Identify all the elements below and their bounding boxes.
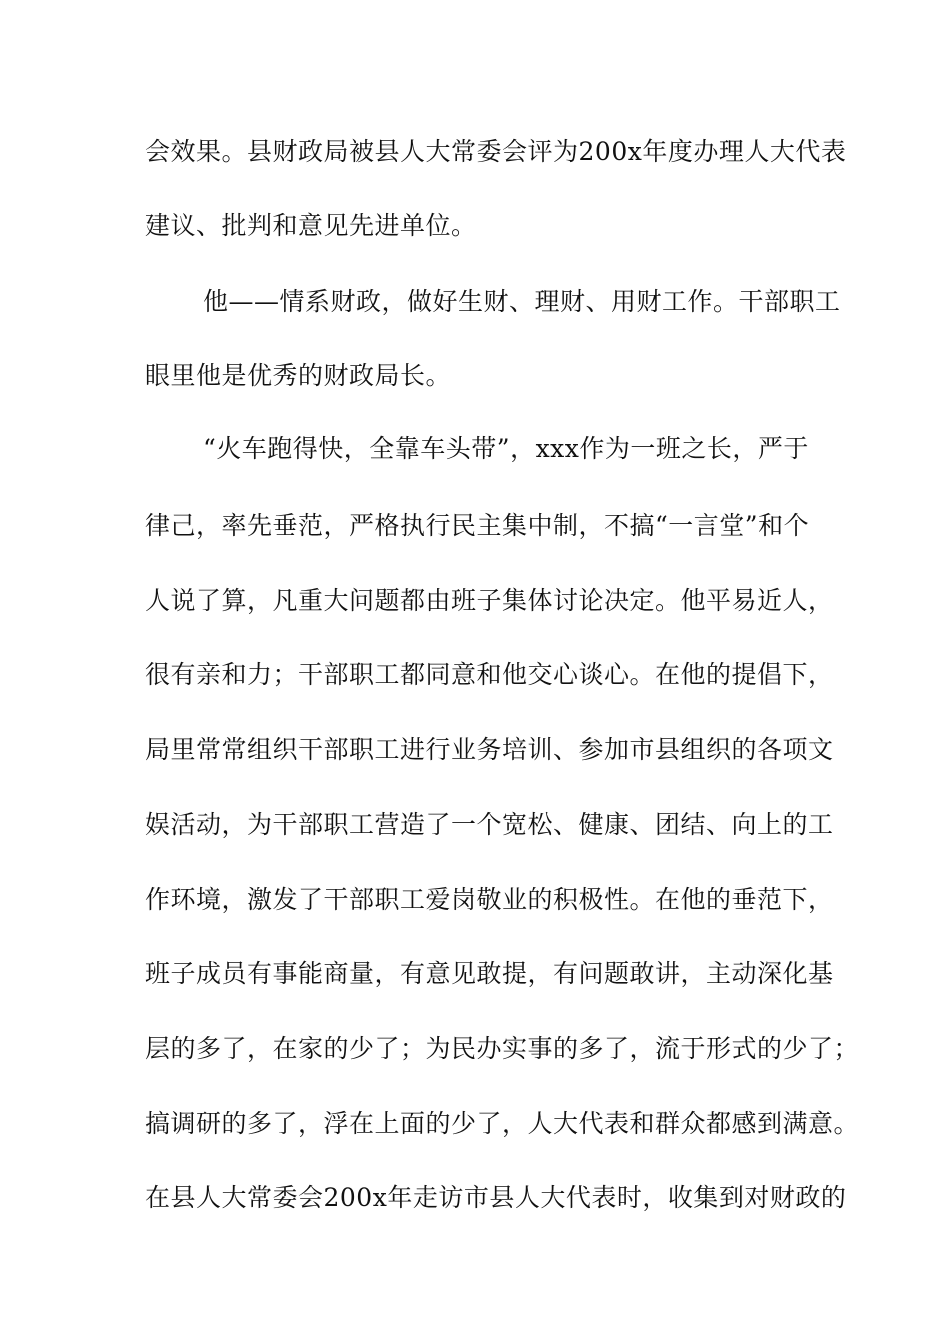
- text-line: 人说了算，凡重大问题都由班子集体讨论决定。他平易近人，: [145, 586, 834, 615]
- text-line: 在县人大常委会200x年走访市县人大代表时，收集到对财政的: [145, 1183, 847, 1212]
- text-line: 局里常常组织干部职工进行业务培训、参加市县组织的各项文: [145, 735, 834, 764]
- text-line: 会效果。县财政局被县人大常委会评为200x年度办理人大代表: [145, 137, 847, 166]
- text-line: 搞调研的多了，浮在上面的少了，人大代表和群众都感到满意。: [145, 1109, 860, 1138]
- text-line: 层的多了，在家的少了；为民办实事的多了，流于形式的少了；: [145, 1034, 860, 1063]
- text-line: 建议、批判和意见先进单位。: [145, 211, 477, 240]
- text-line: 班子成员有事能商量，有意见敢提，有问题敢讲，主动深化基: [145, 959, 834, 988]
- paragraph-start-line: 他——情系财政，做好生财、理财、用财工作。干部职工: [203, 287, 841, 316]
- text-line: 眼里他是优秀的财政局长。: [145, 361, 452, 390]
- text-line: 娱活动，为干部职工营造了一个宽松、健康、团结、向上的工: [145, 810, 834, 839]
- text-line: 很有亲和力；干部职工都同意和他交心谈心。在他的提倡下，: [145, 660, 834, 689]
- text-line: 律己，率先垂范，严格执行民主集中制，不搞“一言堂”和个: [145, 511, 810, 540]
- paragraph-start-line: “火车跑得快，全靠车头带”，xxx作为一班之长，严于: [203, 434, 809, 463]
- text-line: 作环境，激发了干部职工爱岗敬业的积极性。在他的垂范下，: [145, 885, 834, 914]
